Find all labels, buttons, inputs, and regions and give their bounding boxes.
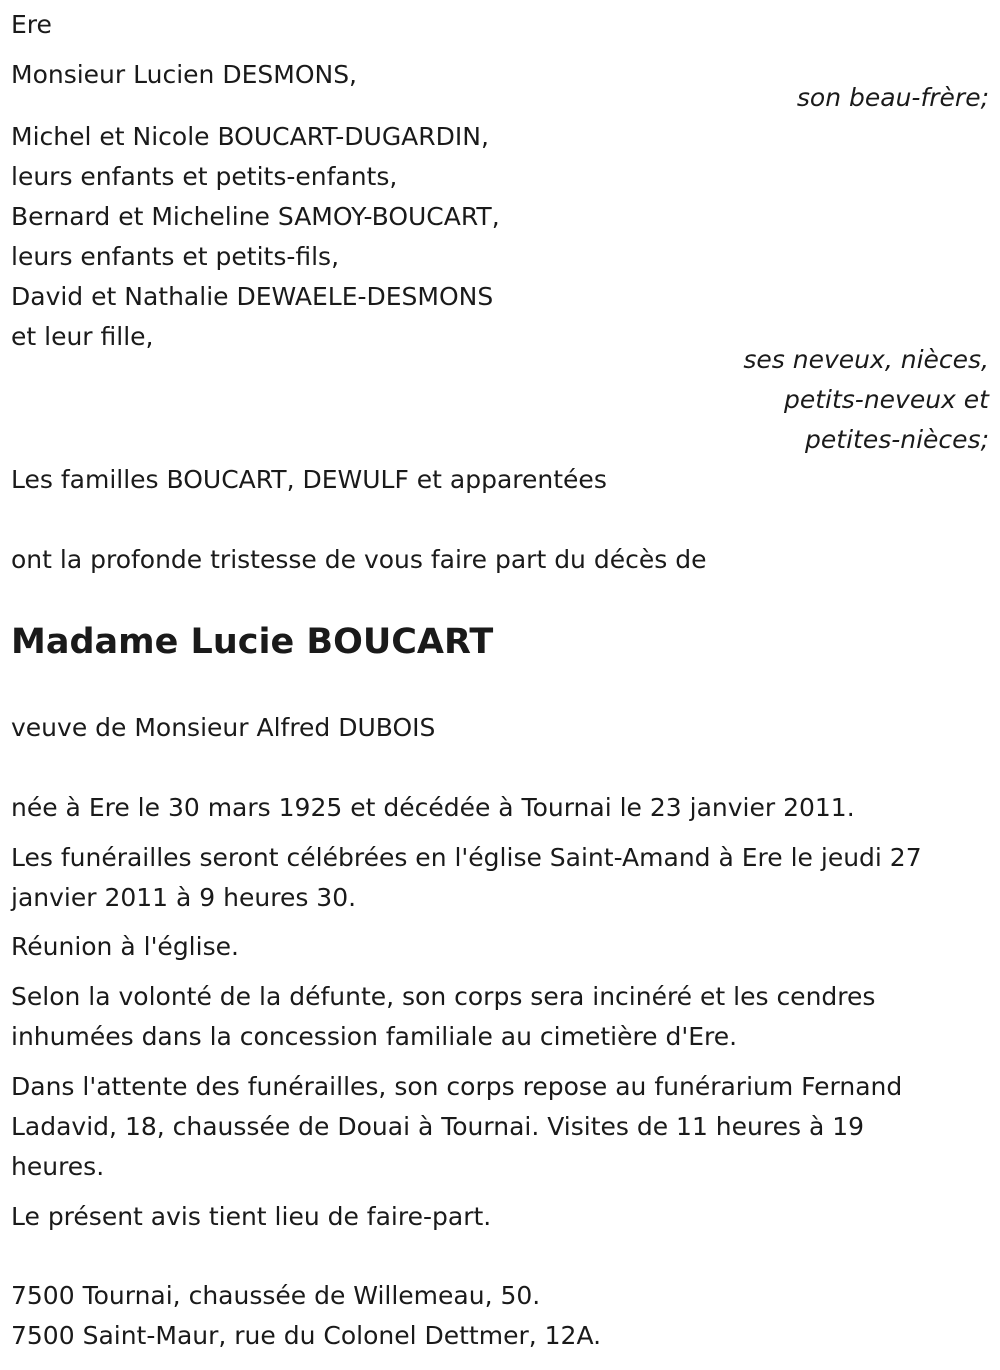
nephews-relation: petits-neveux et (783, 385, 989, 414)
cremation-text: Selon la volonté de la défunte, son corps sera incinéré et les cendres (11, 982, 876, 1011)
family-line: David et Nathalie DEWAELE-DESMONS (11, 282, 494, 311)
family-line: Michel et Nicole BOUCART-DUGARDIN, (11, 122, 489, 151)
announcement-text: ont la profonde tristesse de vous faire part du décès de (11, 545, 707, 574)
widow-of-text: veuve de Monsieur Alfred DUBOIS (11, 713, 436, 742)
family-line: leurs enfants et petits-enfants, (11, 162, 398, 191)
families-line: Les familles BOUCART, DEWULF et apparentées (11, 465, 607, 494)
place-heading: Ere (11, 10, 52, 39)
repose-text: Dans l'attente des funérailles, son corps repose au funérarium Fernand (11, 1072, 903, 1101)
repose-text: heures. (11, 1152, 105, 1181)
address-line: 7500 Tournai, chaussée de Willemeau, 50. (11, 1281, 541, 1310)
repose-text: Ladavid, 18, chaussée de Douai à Tournai. Visites de 11 heures à 19 (11, 1112, 865, 1141)
family-line: leurs enfants et petits-fils, (11, 242, 340, 271)
notice-text: Le présent avis tient lieu de faire-part. (11, 1202, 492, 1231)
brother-in-law-name: Monsieur Lucien DESMONS, (11, 60, 358, 89)
deceased-name: Madame Lucie BOUCART (11, 622, 494, 662)
birth-death-text: née à Ere le 30 mars 1925 et décédée à Tournai le 23 janvier 2011. (11, 793, 855, 822)
family-line: et leur fille, (11, 322, 154, 351)
address-line: 7500 Saint-Maur, rue du Colonel Dettmer, 12A. (11, 1321, 602, 1350)
funeral-text: janvier 2011 à 9 heures 30. (11, 883, 357, 912)
nephews-relation: petites-nièces; (805, 425, 989, 454)
cremation-text: inhumées dans la concession familiale au cimetière d'Ere. (11, 1022, 738, 1051)
meeting-text: Réunion à l'église. (11, 932, 239, 961)
funeral-text: Les funérailles seront célébrées en l'église Saint-Amand à Ere le jeudi 27 (11, 843, 922, 872)
nephews-relation: ses neveux, nièces, (743, 345, 989, 374)
family-line: Bernard et Micheline SAMOY-BOUCART, (11, 202, 500, 231)
brother-in-law-relation: son beau-frère; (796, 83, 989, 112)
